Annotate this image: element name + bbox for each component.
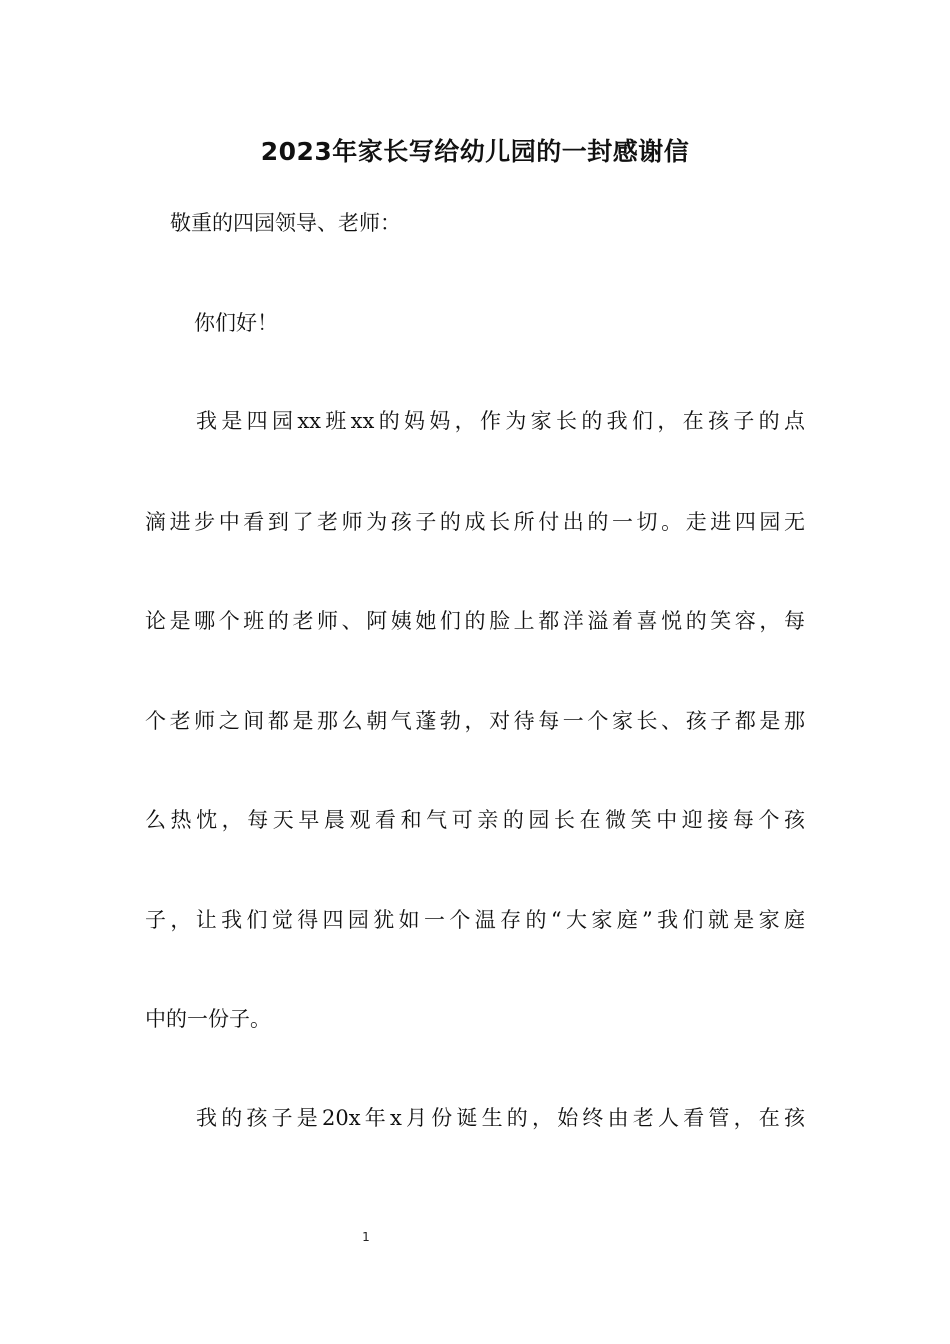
salutation: 敬重的四园领导、老师： bbox=[170, 211, 401, 235]
greeting: 你们好！ bbox=[194, 311, 278, 335]
paragraph-line: 子，让我们觉得四园犹如一个温存的“大家庭”我们就是家庭 bbox=[145, 908, 805, 932]
paragraph-line: 个老师之间都是那么朝气蓬勃，对待每一个家长、孩子都是那 bbox=[145, 709, 805, 733]
page-title: 2023年家长写给幼儿园的一封感谢信 bbox=[260, 137, 690, 166]
paragraph-line: 么热忱，每天早晨观看和气可亲的园长在微笑中迎接每个孩 bbox=[145, 808, 805, 832]
paragraph-line: 论是哪个班的老师、阿姨她们的脸上都洋溢着喜悦的笑容，每 bbox=[145, 609, 805, 633]
page-number: 1 bbox=[362, 1230, 370, 1244]
paragraph-line: 中的一份子。 bbox=[145, 1007, 271, 1031]
paragraph-line: 滴进步中看到了老师为孩子的成长所付出的一切。走进四园无 bbox=[145, 510, 805, 534]
paragraph-line: 我是四园xx班xx的妈妈，作为家长的我们，在孩子的点 bbox=[196, 409, 805, 433]
paragraph-line: 我的孩子是20x年x月份诞生的，始终由老人看管，在孩 bbox=[196, 1106, 805, 1130]
